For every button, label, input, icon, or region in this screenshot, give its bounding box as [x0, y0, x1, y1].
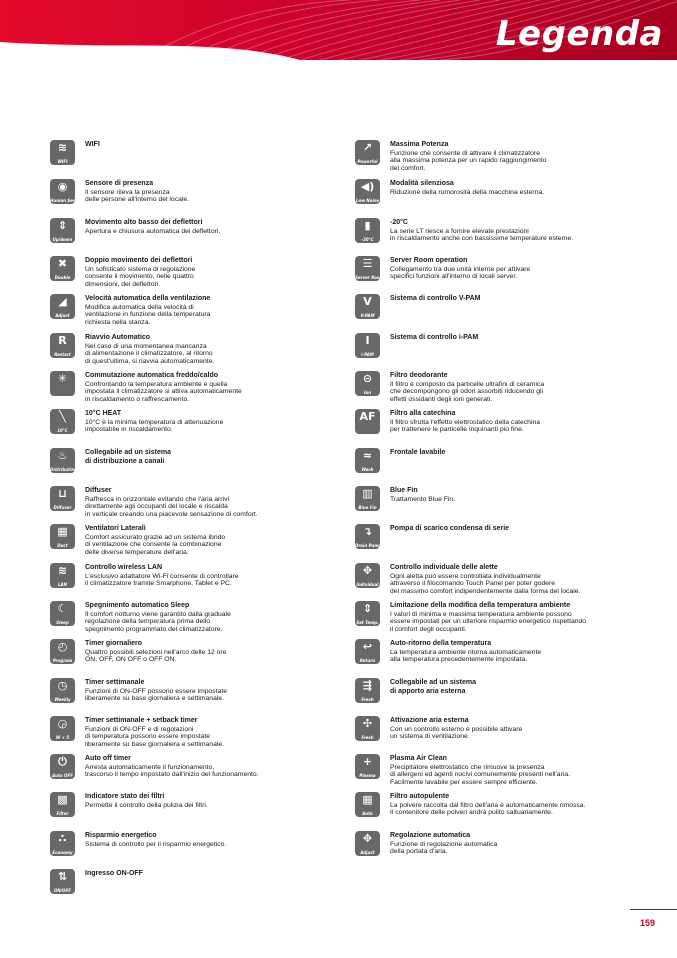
adjust-airflow-icon: ✥ Adjust [355, 831, 380, 856]
legend-item-title: Pompa di scarico condensa di serie [390, 525, 510, 532]
legend-item-fresh [355, 678, 476, 703]
legend-item-desc: Riduzione della rumorosità della macchina esterna. [390, 188, 545, 196]
legend-item-desc: La temperatura ambiente ritorna automaticamente alla temperatura precedentemente impostata. [390, 648, 542, 664]
legend-item-title: Timer settimanale + setback timer [85, 717, 198, 724]
i-pam-icon: I i-PAM [355, 333, 380, 358]
duct-icon: ▦ Duct [50, 524, 75, 549]
legend-item-title: Server Room operation [390, 257, 468, 264]
fresh-activation-icon: ✣ Fresh [355, 716, 380, 741]
legend-item-up-down [50, 218, 220, 243]
wifi-icon: ≋ WIFI [50, 140, 75, 165]
powerful-icon: ↗ Powerful [355, 140, 380, 165]
legend-item-title: Filtro autopulente [390, 793, 450, 800]
legend-item-title: Frontale lavabile [390, 449, 446, 456]
legend-item-desc: Modifica automatica della velocità di ventilazione in funzione della temperatura richiesta nella stanza. [85, 303, 211, 326]
v-pam-icon: V V-PAM [355, 294, 380, 319]
legend-item-title: Attivazione aria esterna [390, 717, 469, 724]
af-filter-icon: AF [355, 409, 380, 434]
legend-item-minus-20c [355, 218, 573, 243]
drain-pump-icon: ↴ Drain Pump [355, 525, 382, 548]
legend-item-distributing [50, 448, 171, 473]
legend-item-desc: Il filtro è composto da particelle ultrafini di ceramica che decompongono gli odori assorbiti riducendo gli effetti ossidanti degli ioni generati. [390, 380, 545, 403]
weekly-icon: ◷ Weekly [50, 678, 75, 703]
sleep-icon: ☾ Sleep [50, 601, 75, 626]
plasma-icon: + Plasma [355, 754, 380, 779]
legend-item-heat-10c [50, 409, 223, 434]
filter-icon: ▩ Filter [50, 792, 75, 817]
auto-filter-icon: ▦ Auto [355, 792, 380, 817]
diffuser-icon: ⊔ Diffuser [50, 486, 75, 511]
legend-item-title: Plasma Air Clean [390, 755, 447, 762]
legend-item-desc: Collegamento tra due unità interne per attivare specifici funzioni all'interno di locali server. [390, 265, 531, 281]
legend-item-title: Commutazione automatica freddo/caldo [85, 372, 219, 379]
heat-10c-icon: ╲ 10°C [50, 409, 75, 434]
legend-item-low-noise [355, 179, 544, 204]
legend-item-title: -20°C [390, 219, 408, 226]
legend-item-title: Movimento alto basso dei deflettori [85, 219, 203, 226]
legend-item-title: Filtro alla catechina [390, 410, 456, 417]
double-icon: ✖ Double [50, 256, 75, 281]
legend-item-desc: I valori di minima e massima temperatura ambiente possono essere impostati per un ulteriore risparmio energetico rispettando il comfort degli occupanti. [390, 610, 587, 633]
legend-item-title: Diffuser [85, 487, 112, 494]
legend-item-server-room [355, 256, 530, 281]
legend-item-desc: Il filtro sfrutta l'effetto elettrostatico della catechina per trattenere le particelle inquinanti più fine. [390, 418, 541, 434]
hot-cold-icon: ✳ [50, 371, 75, 396]
legend-item-desc: Raffresca in orizzontale evitando che l'aria arrivi direttamente agli occupanti del locale e riscalda in verticale creando una piacevole sensazione di comfort. [85, 495, 258, 518]
legend-item-title: Velocità automatica della ventilazione [85, 295, 211, 302]
set-temp-icon: ⇕ Set Temp. [356, 602, 379, 625]
legend-item-title: Controllo individuale delle alette [390, 564, 498, 571]
legend-item-title: Ventilatori Laterali [85, 525, 146, 532]
legend-item-desc: Il sensore rileva la presenza delle persone all'interno del locale. [85, 188, 190, 204]
program-icon: ◴ Program [50, 639, 75, 664]
legend-item-economy [50, 831, 226, 856]
human-sensor-icon: ◉ Human Sensor [50, 180, 83, 203]
legend-item-title: Auto-ritorno della temperatura [390, 640, 492, 647]
legend-item-return [355, 639, 541, 664]
legend-item-title: Doppio movimento dei deflettori [85, 257, 193, 264]
legend-item-hot-cold [50, 371, 242, 403]
legend-item-v-pam [355, 294, 481, 319]
legend-item-auto-filter [355, 792, 585, 817]
legend-item-title: Limitazione della modifica della temperatura ambiente [390, 602, 571, 609]
up-down-icon: ⇕ Up/down [50, 218, 75, 243]
lan-icon: ≋ LAN [50, 563, 75, 588]
legend-item-wash [355, 448, 445, 473]
legend-item-title: Riavvio Automatico [85, 334, 151, 341]
legend-item-lan [50, 563, 239, 588]
legend-item-desc: Quattro possibili selezioni nell'arco delle 12 ore ON, OFF, ON OFF o OFF ON. [85, 648, 227, 664]
legend-item-plasma [355, 754, 570, 786]
server-room-icon: ☰ Server Room [355, 257, 384, 280]
legend-item-title: Collegabile ad un sistema di distribuzione a canali [85, 449, 171, 465]
auto-off-icon: ⏻ Auto OFF [50, 754, 75, 779]
legend-item-title: Timer settimanale [85, 679, 145, 686]
legend-item-filter [50, 792, 208, 817]
legend-item-desc: Funzione che consente di attivare il climatizzatore alla massima potenza per un rapido raggiungimento del comfort. [390, 149, 547, 172]
legend-item-title: Spegnimento automatico Sleep [85, 602, 190, 609]
adjust-icon: ◢ Adjust [50, 294, 75, 319]
legend-item-desc: La serie LT riesce a fornire elevate prestazioni in riscaldamento anche con bassissime temperature esterne. [390, 227, 574, 243]
legend-item-af-filter [355, 409, 540, 434]
legend-item-title: Regolazione automatica [390, 832, 471, 839]
page-title: Legenda [495, 14, 663, 54]
distributing-icon: ♨ Distributing [50, 449, 78, 472]
legend-item-desc: Ogni aletta può essere controllata individualmente attraverso il filocomando Touch Panel per poter godere del massimo comfort indipendentemente dalla forma del locale. [390, 572, 581, 595]
legend-item-title: Filtro deodorante [390, 372, 448, 379]
legend-item-title: Sensore di presenza [85, 180, 154, 187]
legend-item-duct [50, 524, 225, 556]
legend-item-set-temp [355, 601, 586, 633]
return-icon: ↩ Return [355, 639, 380, 664]
legend-item-restart [50, 333, 214, 365]
legend-item-diffuser [50, 486, 258, 518]
legend-item-title: Risparmio energetico [85, 832, 157, 839]
legend-item-on-off [50, 869, 143, 894]
individual-icon: ✥ Individual [356, 564, 379, 587]
legend-item-title: Controllo wireless LAN [85, 564, 163, 571]
legend-item-title: Blue Fin [390, 487, 418, 494]
legend-item-blue-fin [355, 486, 455, 511]
legend-item-title: Sistema di controllo i-PAM [390, 334, 479, 341]
footer-divider [630, 909, 677, 910]
blue-fin-icon: ▥ Blue Fin [355, 486, 380, 511]
legend-item-program [50, 639, 226, 664]
setback-timer-icon: ◶ W + 5 [50, 716, 75, 741]
legend-item-auto-off [50, 754, 259, 779]
legend-item-title: Ingresso ON-OFF [85, 870, 143, 877]
legend-item-title: Timer giornaliero [85, 640, 143, 647]
legend-item-desc: La polvere raccolta dal filtro dell'aria è automaticamente rimossa. Il contenitore delle polveri andrà pulito saltuariamente. [390, 801, 586, 817]
legend-item-title: Modalità silenziosa [390, 180, 454, 187]
legend-item-adjust-airflow [355, 831, 497, 856]
legend-item-desc: 10°C è la minima temperatura di attenuazione impostabile in riscaldamento. [85, 418, 224, 434]
header-banner [0, 0, 677, 60]
economy-icon: ∴ Economy [50, 831, 75, 856]
legend-item-title: Collegabile ad un sistema di apporto aria esterna [390, 679, 476, 695]
legend-item-individual [355, 563, 580, 595]
legend-item-desc: Precipitatore elettrostatico che rimuove la presenza di allergeni ed agenti nocivi comunemente presenti nell'aria. Facilmente lavabile per essere sempre efficiente. [390, 763, 571, 786]
legend-item-desc: Arresta automaticamente il funzionamento, trascorso il tempo impostato dall'inizio del funzionamento. [85, 763, 259, 779]
legend-item-adjust [50, 294, 210, 326]
legend-item-desc: Comfort assicurato grazie ad un sistema ibrido di ventilazione che consente la combinazione delle diverse temperature dell'aria. [85, 533, 226, 556]
legend-item-desc: Nel caso di una momentanea mancanza di alimentazione il climatizzatore, al ritorno di quest'ultima, si riavvia automaticamente. [85, 342, 215, 365]
legend-item-powerful [355, 140, 546, 172]
fresh-icon: ⇶ Fresh [355, 678, 380, 703]
legend-item-desc: Sistema di controllo per il risparmio energetico. [85, 840, 227, 848]
restart-icon: R Restart [50, 333, 75, 358]
minus-20c-icon: ▮ -20°C [355, 218, 380, 243]
legend-item-desc: Un sofisticato sistema di regolazione consente il movimento, nelle quattro dimensioni, dei deflettori. [85, 265, 196, 288]
legend-item-desc: Permette il controllo della pulizia dei filtri. [85, 801, 208, 809]
legend-item-desc: L'esclusivo adattatore Wi-Fi consente di controllare il climatizzatore tramite Smarphone, Tablet e PC. [85, 572, 239, 588]
legend-item-title: Indicatore stato dei filtri [85, 793, 165, 800]
legend-item-human-sensor [50, 179, 189, 204]
legend-item-weekly [50, 678, 227, 703]
legend-item-title: Sistema di controllo V-PAM [390, 295, 481, 302]
legend-item-ion [355, 371, 544, 403]
legend-item-desc: Funzioni di ON-OFF possono essere impostate liberamente su base giornaliera e settimanale. [85, 687, 228, 703]
legend-item-desc: Trattamento Blue Fin. [390, 495, 456, 503]
legend-item-drain-pump [355, 524, 509, 549]
ion-icon: ⊝ Ion [355, 371, 380, 396]
legend-item-desc: Il comfort notturno viene garantito dalla graduale regolazione della temperatura prima dello spegnimento programmato del climatizzatore. [85, 610, 231, 633]
legend-item-title: 10°C HEAT [85, 410, 122, 417]
legend-item-wifi [50, 140, 100, 165]
legend-item-double [50, 256, 195, 288]
legend-item-sleep [50, 601, 231, 633]
low-noise-icon: ◀) Low Noise [356, 180, 379, 203]
legend-item-desc: Confrontando la temperatura ambiente e quella impostata il climatizzatore si attiva automaticamente in riscaldamento o raffrescamento. [85, 380, 242, 403]
page-number: 159 [640, 918, 656, 928]
legend-item-i-pam [355, 333, 478, 358]
wash-icon: ≈ Wash [355, 448, 380, 473]
legend-item-title: Massima Potenza [390, 141, 449, 148]
legend-item-title: WIFI [85, 141, 100, 148]
legend-item-desc: Con un controllo esterno è possibile attivare un sistema di ventilazione. [390, 725, 523, 741]
legend-item-fresh-activation [355, 716, 522, 741]
legend-item-desc: Funzione di regolazione automatica della portata d'aria. [390, 840, 498, 856]
legend-item-title: Auto off timer [85, 755, 131, 762]
legend-item-setback-timer [50, 716, 224, 748]
legend-item-desc: Apertura e chiusura automatica dei deflettori. [85, 227, 221, 235]
legend-item-desc: Funzioni di ON-OFF e di regolazioni di temperatura possono essere impostate liberamente su base giornaliera e settimanale. [85, 725, 225, 748]
on-off-icon: ⇅ ON/OFF [50, 869, 75, 894]
